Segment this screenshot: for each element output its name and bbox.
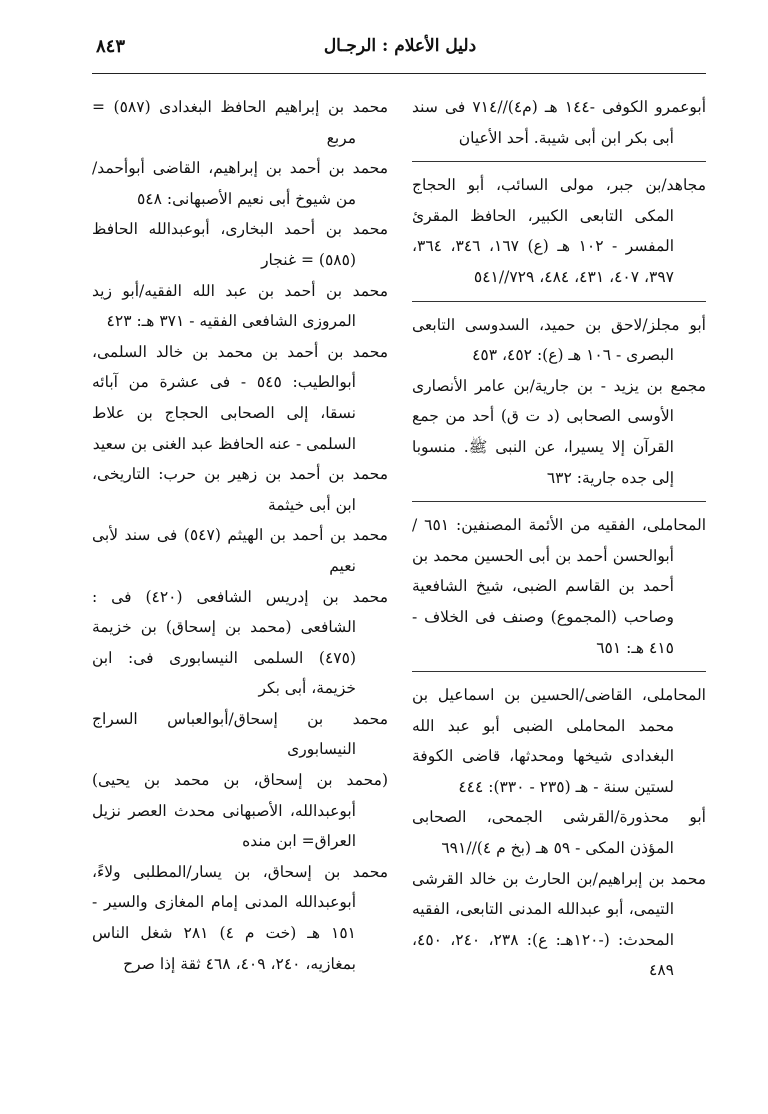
index-entry: محمد بن أحمد بن زهير بن حرب: التاريخى، ابن أبى خيثمة — [92, 465, 388, 514]
right-column — [412, 92, 706, 986]
index-entry: أبو محذورة/القرشى الجمحى، الصحابى المؤذن المكى - ٥٩ هـ (بخ م ٤)//٦٩١ — [412, 808, 706, 858]
index-entry: المحاملى، القاضى/الحسين بن اسماعيل بن محمد المحاملى الضبى أبو عبد الله البغدادى شيخها ومحدثها، قاضى الكوفة لستين سنة - هـ (٢٣٥ - ٣٣٠): ٤٤٤ — [412, 686, 706, 796]
index-entry: محمد بن أحمد بن عبد الله الفقيه/أبو زيد المروزى الشافعى الفقيه - ٣٧١ هـ: ٤٢٣ — [92, 281, 388, 331]
index-entry: مجاهد/بن جبر، مولى السائب، أبو الحجاج المكى التابعى الكبير، الحافظ المقرئ المفسر - ١٠٢ هـ (ع) ١٦٧، ٣٤٦، ٣٦٤، ٣٩٧، ٤٠٧، ٤٣١، ٤٨٤، ٧٢٩//٥٤١ — [412, 170, 706, 301]
index-entry: المحاملى، الفقيه من الأئمة المصنفين: ٦٥١ /أبوالحسن أحمد بن أبى الحسين محمد بن أحمد بن القاسم الضبى، شيخ الشافعية وصاحب (المجموع) وصنف فى الخلاف - ٤١٥ هـ: ٦٥١ — [412, 510, 706, 672]
index-entry: (محمد بن إسحاق، بن محمد بن يحيى) أبوعبدالله، الأصبهانى محدث العصر نزيل العراق= ابن منده — [92, 771, 388, 851]
index-entry: محمد بن أحمد بن الهيثم (٥٤٧) فى سند لأبى نعيم — [92, 526, 388, 575]
index-entry: محمد بن إبراهيم/بن الحارث بن خالد القرشى التيمى، أبو عبدالله المدنى التابعى، الفقيه المحدث: (-١٢٠هـ: ع): ٢٣٨، ٢٤٠، ٤٥٠، ٤٨٩ — [412, 869, 706, 980]
index-entry: محمد بن إبراهيم الحافظ البغدادى (٥٨٧) = مربع — [92, 98, 388, 147]
left-column — [92, 92, 388, 979]
header-rule — [92, 73, 706, 74]
index-entry: محمد بن أحمد بن محمد بن خالد السلمى، أبوالطيب: ٥٤٥ - فى عشرة من آبائه نسقا، إلى الصحابى الحجاج بن علاط السلمى - عنه الحافظ عبد الغنى بن سعيد — [92, 342, 388, 453]
index-entry: مجمع بن يزيد - بن جارية/بن عامر الأنصارى الأوسى الصحابى (د ت ق) أحد من جمع القرآن إلا يسيرا، عن النبى ﷺ. منسوبا إلى جده جارية: ٦٣٢ — [412, 371, 706, 502]
page-header — [96, 36, 704, 66]
index-entry: محمد بن إسحاق/أبوالعباس السراج النيسابورى — [92, 709, 388, 759]
index-entry: أبو مجلز/لاحق بن حميد، السدوسى التابعى البصرى - ١٠٦ هـ (ع): ٤٥٢، ٤٥٣ — [412, 315, 706, 365]
index-entry: أبوعمرو الكوفى -١٤٤ هـ (م٤)//٧١٤ فى سند أبى بكر ابن أبى شيبة. أحد الأعيان — [412, 92, 706, 162]
index-entry: محمد بن إدريس الشافعى (٤٢٠) فى : الشافعى (محمد بن إسحاق) بن خزيمة (٤٧٥) السلمى النيسابورى فى: ابن خزيمة، أبى بكر — [92, 587, 388, 698]
page-number: ٨٤٣ — [96, 36, 126, 57]
index-entry: محمد بن إسحاق، بن يسار/المطلبى ولاءً، أبوعبدالله المدنى إمام المغازى والسير - ١٥١ هـ (خت م ٤) ٢٨١ شغل الناس بمغازيه، ٢٤٠، ٤٠٩، ٤٦٨ ثقة إذا صرح — [92, 862, 388, 973]
running-title: دليل الأعلام : الرجـال — [323, 36, 477, 56]
index-entry: محمد بن أحمد بن إبراهيم، القاضى أبوأحمد/من شيوخ أبى نعيم الأصبهانى: ٥٤٨ — [92, 159, 388, 208]
index-entry: محمد بن أحمد البخارى، أبوعبدالله الحافظ (٥٨٥) = غنجار — [92, 220, 388, 269]
